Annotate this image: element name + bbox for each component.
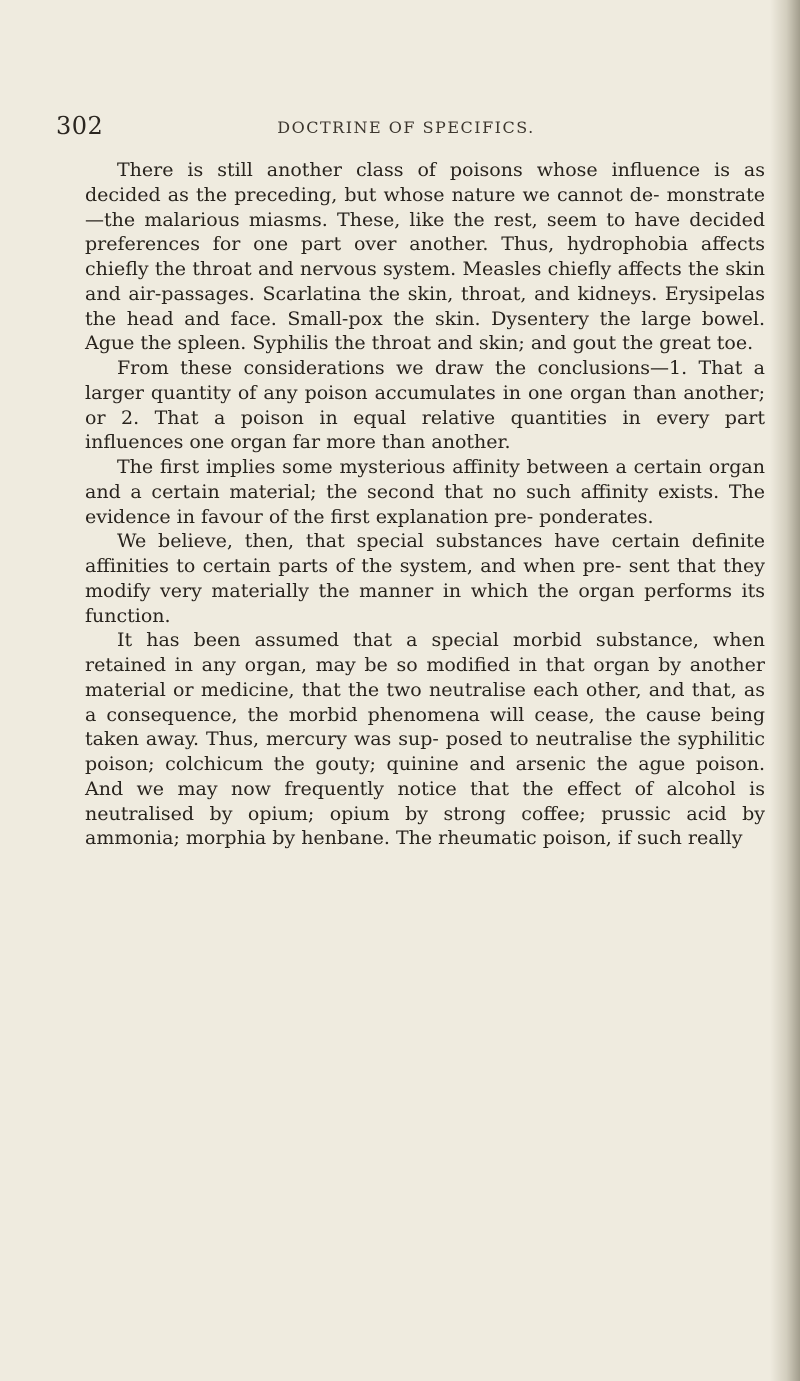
running-head	[56, 112, 756, 146]
running-title: DOCTRINE OF SPECIFICS.	[277, 118, 535, 137]
paragraph: The first implies some mysterious affinity between a certain organ and a certain material; the second that no such affinity exists. The evidence in favour of the first explanation pre- ponderates.	[85, 456, 765, 528]
page-number: 302	[56, 112, 104, 140]
paragraph: From these considerations we draw the conclusions—1. That a larger quantity of any poison accumulates in one organ than another; or 2. That a poison in equal relative quantities in every part influences one organ far more than another.	[85, 357, 765, 454]
paragraph: We believe, then, that special substances have certain definite affinities to certain parts of the system, and when pre- sent that they modify very materially the manner in which the organ performs its function.	[85, 530, 765, 627]
paragraph: There is still another class of poisons whose influence is as decided as the preceding, but whose nature we cannot de- monstrate—the malarious miasms. These, like the rest, seem to have decided preferences for one part over another. Thus, hydrophobia affects chiefly the throat and nervous system. Measles chiefly affects the skin and air-passages. Scarlatina the skin, throat, and kidneys. Erysipelas the head and face. Small-pox the skin. Dysentery the large bowel. Ague the spleen. Syphilis the throat and skin; and gout the great toe.	[85, 159, 765, 355]
body-text	[85, 158, 765, 851]
paragraph: It has been assumed that a special morbid substance, when retained in any organ, may be so modified in that organ by another material or medicine, that the two neutralise each other, and that, as a consequence, the morbid phenomena will cease, the cause being taken away. Thus, mercury was sup- posed to neutralise the syphilitic poison; colchicum the gouty; quinine and arsenic the ague poison. And we may now frequently notice that the effect of alcohol is neutralised by opium; opium by strong coffee; prussic acid by ammonia; morphia by henbane. The rheumatic poison, if such really	[85, 629, 765, 850]
page-edge-shadow	[770, 0, 800, 1381]
